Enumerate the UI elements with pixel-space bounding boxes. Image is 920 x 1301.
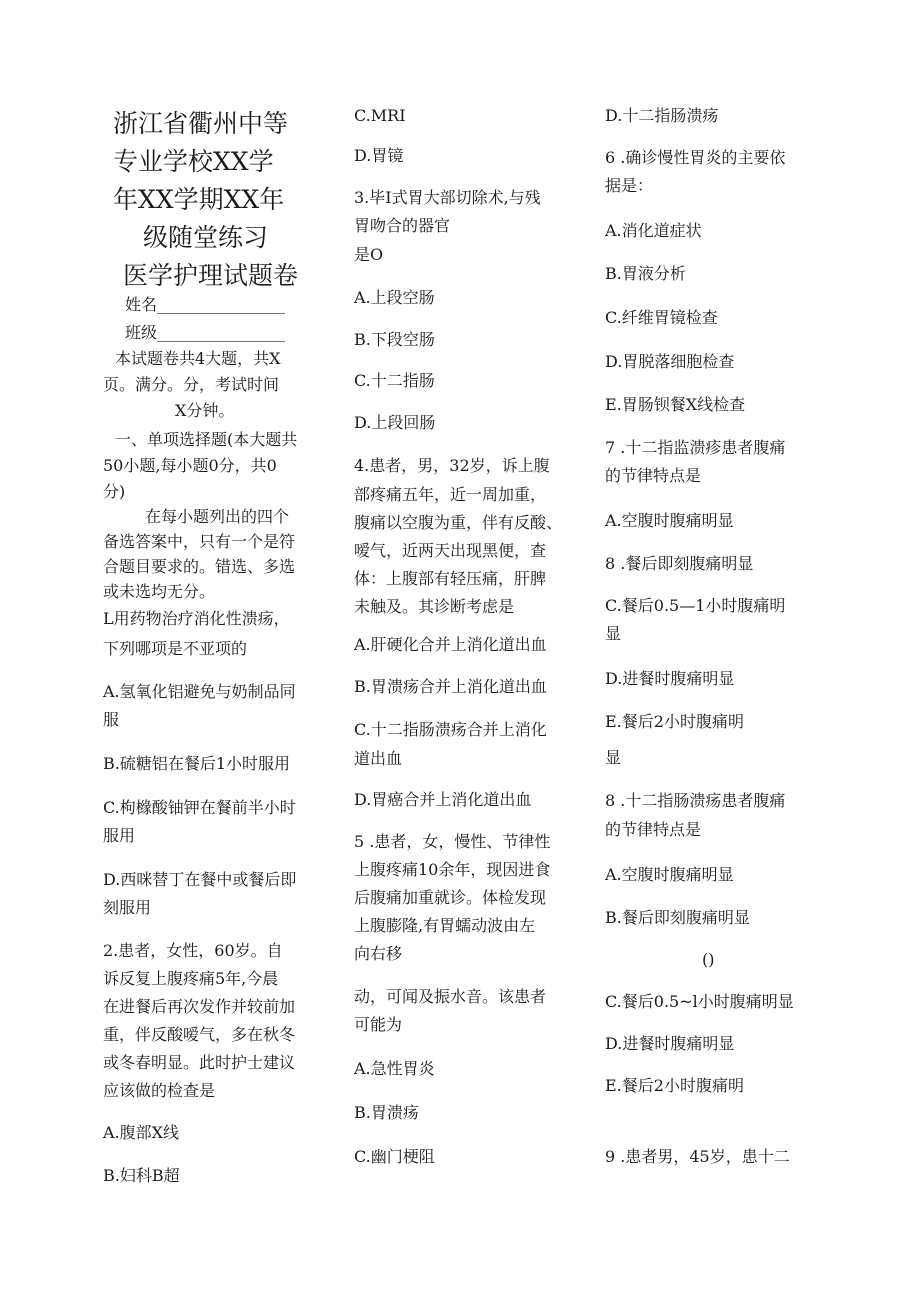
q4-option-d: D.胃癌合并上消化道出血: [354, 790, 532, 809]
q2-option-d: D.胃镜: [354, 146, 404, 165]
name-field: 姓名________________: [125, 295, 286, 314]
q8-option-e: E.餐后2小时腹痛明: [605, 1076, 744, 1095]
intro-line: X分钟。: [175, 401, 235, 420]
q7-option-e: E.餐后2小时腹痛明: [605, 712, 744, 731]
question-5: 5 .患者，女，慢性、节律性: [354, 832, 551, 851]
question-5: 动，可闻及振水音。该患者: [354, 987, 547, 1006]
q7-option-a: A.空腹时腹痛明显: [605, 511, 734, 530]
question-7: 7 .十二指监溃疹患者腹痛: [605, 438, 786, 457]
question-8: 的节律特点是: [605, 820, 702, 839]
q5-option-b: B.胃溃疡: [354, 1103, 419, 1122]
q2-option-a: A.腹部X线: [103, 1123, 180, 1142]
q3-option-c: C.十二指肠: [354, 371, 435, 390]
q8-option-a: A.空腹时腹痛明显: [605, 865, 734, 884]
question-3: 3.毕I式胃大部切除术,与残: [354, 188, 541, 207]
q7-option-e: 显: [605, 748, 622, 767]
q5-option-a: A.急性胃炎: [354, 1059, 435, 1078]
question-4: 嗳气，近两天出现黑便，查: [354, 541, 547, 560]
question-6: 6 .确诊慢性胃炎的主要依: [605, 148, 786, 167]
question-2: 应该做的检查是: [103, 1081, 216, 1100]
doc-title-line-4: 级随堂练习: [143, 223, 269, 252]
question-5: 后腹痛加重就诊。体检发现: [354, 888, 547, 907]
question-2: 或冬春明显。此时护士建议: [103, 1053, 296, 1072]
answer-bracket: (): [702, 950, 715, 969]
instruction-line: 或未选均无分。: [103, 582, 216, 601]
question-3: 是O: [354, 245, 384, 264]
q2-option-c: C.MRI: [354, 106, 406, 125]
q3-option-a: A.上段空肠: [354, 288, 435, 307]
question-7: 的节律特点是: [605, 466, 702, 485]
q4-option-b: B.胃溃疡合并上消化道出血: [354, 677, 547, 696]
question-5: 上腹疼痛10余年，现因进食: [354, 860, 551, 879]
q7-option-d: D.进餐时腹痛明显: [605, 669, 735, 688]
question-4: 腹痛以空腹为重，伴有反酸、: [354, 513, 563, 532]
instruction-line: 合题目要求的。错选、多选: [103, 557, 296, 576]
q3-option-b: B.下段空肠: [354, 330, 435, 349]
q1-option-b: B.硫糖铝在餐后1小时服用: [103, 754, 291, 773]
q5-option-d: D.十二指肠溃疡: [605, 106, 719, 125]
question-2: 2.患者，女性，60岁。自: [103, 941, 283, 960]
q7-option-c: 显: [605, 624, 622, 643]
q8-option-c: C.餐后0.5~l小时腹痛明显: [605, 992, 794, 1011]
q1-option-d: D.西咪替丁在餐中或餐后即: [103, 870, 297, 889]
question-6: 据是：: [605, 176, 654, 195]
question-5: 上腹膨隆,有胃蠕动波由左: [354, 916, 536, 935]
q4-option-a: A.肝硬化合并上消化道出血: [354, 635, 547, 654]
q7-option-b: 8 .餐后即刻腹痛明显: [605, 554, 754, 573]
q1-option-a: 服: [103, 710, 120, 729]
q5-option-c: C.幽门梗阻: [354, 1147, 435, 1166]
question-4: 未触及。其诊断考虑是: [354, 597, 515, 616]
doc-title-line-5: 医学护理试题卷: [123, 261, 299, 290]
q3-option-d: D.上段回肠: [354, 413, 436, 432]
q6-option-a: A.消化道症状: [605, 221, 702, 240]
intro-line: 页。满分。分，考试时间: [103, 375, 280, 394]
doc-title-line-2: 专业学校XX学: [113, 147, 274, 176]
q8-option-d: D.进餐时腹痛明显: [605, 1034, 735, 1053]
question-2: 重，伴反酸嗳气，多在秋冬: [103, 1025, 296, 1044]
question-4: 部疼痛五年，近一周加重，: [354, 485, 547, 504]
question-1: L用药物治疗消化性溃疡，: [103, 609, 290, 628]
q4-option-c: 道出血: [354, 749, 403, 768]
section-heading: 50小题,每小题0分，共0: [103, 456, 277, 475]
instruction-line: 备选答案中，只有一个是符: [103, 532, 296, 551]
question-2: 在进餐后再次发作并较前加: [103, 997, 296, 1016]
intro-line: 本试题卷共4大题，共X: [115, 349, 281, 368]
question-9: 9 .患者男，45岁，患十二: [605, 1147, 790, 1166]
q6-option-b: B.胃液分析: [605, 264, 686, 283]
q1-option-c: C.枸橼酸铀钾在餐前半小时: [103, 798, 296, 817]
q6-option-d: D.胃脱落细胞检查: [605, 352, 735, 371]
q7-option-c: C.餐后0.5—1小时腹痛明: [605, 596, 786, 615]
doc-title-line-3: 年XX学期XX年: [113, 185, 285, 214]
section-heading: 一、单项选择题(本大题共: [115, 430, 298, 449]
question-4: 体：上腹部有轻压痛，肝脾: [354, 569, 547, 588]
q6-option-c: C.纤维胃镜检查: [605, 308, 718, 327]
q6-option-e: E.胃肠钡餐X线检查: [605, 395, 746, 414]
question-3: 胃吻合的器官: [354, 216, 451, 235]
section-heading: 分): [103, 482, 126, 501]
question-1: 下列哪项是不亚项的: [103, 639, 248, 658]
class-field: 班级________________: [125, 323, 286, 342]
q1-option-c: 服用: [103, 826, 136, 845]
q1-option-a: A.氢氧化铝避免与奶制品同: [103, 682, 296, 701]
q4-option-c: C.十二指肠溃疡合并上消化: [354, 720, 547, 739]
instruction-line: 在每小题列出的四个: [145, 507, 290, 526]
doc-title-line-1: 浙江省衢州中等: [113, 109, 289, 138]
question-2: 诉反复上腹疼痛5年,今晨: [103, 969, 279, 988]
question-4: 4.患者，男，32岁，诉上腹: [354, 456, 550, 475]
question-5: 可能为: [354, 1015, 403, 1034]
question-8: 8 .十二指肠溃疡患者腹痛: [605, 791, 786, 810]
q1-option-d: 刻服用: [103, 898, 152, 917]
q2-option-b: B.妇科B超: [103, 1166, 180, 1185]
question-5: 向右移: [354, 944, 403, 963]
q8-option-b: B.餐后即刻腹痛明显: [605, 908, 750, 927]
